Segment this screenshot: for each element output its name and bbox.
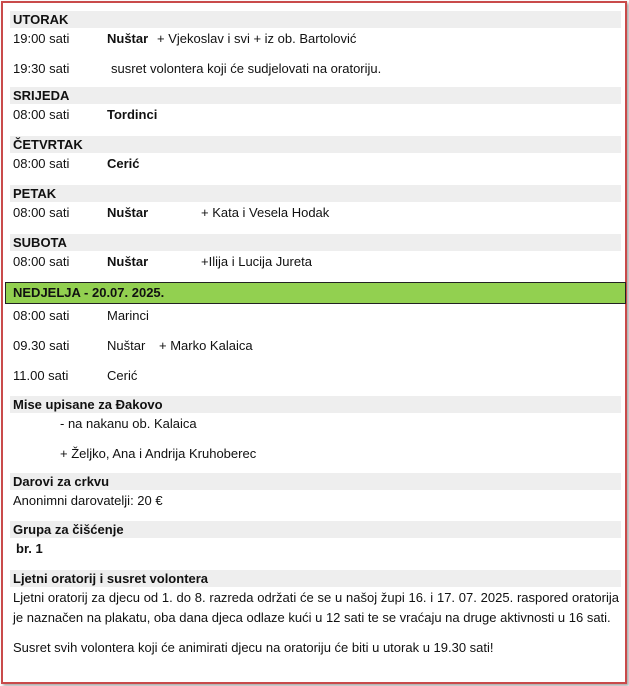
mass-place: Nuštar [107,31,149,46]
mass-time: 08:00 sati [13,205,70,220]
mass-time: 08:00 sati [13,308,70,323]
mass-intention-line: + Željko, Ana i Andrija Kruhoberec [60,446,257,461]
cleaning-group-number: br. 1 [16,541,43,556]
mass-place: Nuštar [107,254,149,269]
mass-intention: + Kata i Vesela Hodak [201,205,330,220]
event-description: susret volontera koji će sudjelovati na oratoriju. [111,61,382,76]
schedule-row [10,28,621,50]
mass-place: Cerić [107,368,138,383]
day-header-utorak: UTORAK [10,11,621,28]
schedule-row [10,365,621,387]
schedule-row [10,251,621,273]
mass-time: 08:00 sati [13,107,70,122]
day-header-nedjelja: NEDJELJA - 20.07. 2025. [5,282,626,304]
schedule-row [10,335,621,357]
event-time: 19:30 sati [13,61,70,76]
schedule-row [10,202,621,224]
schedule-row [10,305,621,327]
mass-time: 08:00 sati [13,254,70,269]
schedule-row [10,153,621,175]
section-header-oratorij: Ljetni oratorij i susret volontera [10,570,621,587]
mass-intention: + Marko Kalaica [159,338,253,353]
mass-time: 19:00 sati [13,31,70,46]
mass-intention: + Vjekoslav i svi + iz ob. Bartolović [157,31,357,46]
mass-place: Nuštar [107,205,149,220]
day-header-srijeda: SRIJEDA [10,87,621,104]
day-header-cetvrtak: ČETVRTAK [10,136,621,153]
day-header-subota: SUBOTA [10,234,621,251]
day-header-petak: PETAK [10,185,621,202]
donations-text: Anonimni darovatelji: 20 € [13,493,163,508]
schedule-row [10,104,621,126]
volunteer-meeting-paragraph: Susret svih volontera koji će animirati djecu na oratoriju će biti u utorak u 19.30 sati! [13,640,494,655]
mass-place: Nuštar [107,338,146,353]
schedule-row [10,58,621,80]
section-header-mise: Mise upisane za Đakovo [10,396,621,413]
mass-time: 09.30 sati [13,338,70,353]
section-header-grupa: Grupa za čišćenje [10,521,621,538]
mass-time: 08:00 sati [13,156,70,171]
bulletin-page [10,10,621,658]
bulletin-frame [1,1,627,684]
mass-intention: +Ilija i Lucija Jureta [201,254,312,269]
mass-place: Cerić [107,156,140,171]
oratorij-paragraph: Ljetni oratorij za djecu od 1. do 8. razreda održati će se u našoj župi 16. i 17. 07. 2025. raspored oratorija je naznačen na plakatu, oba dana djeca odlaze kući u 12 sati te se vraćaju na druge aktivnosti u 16 sati. [13,590,619,625]
mass-intention-line: - na nakanu ob. Kalaica [60,416,197,431]
mass-place: Tordinci [107,107,158,122]
section-header-darovi: Darovi za crkvu [10,473,621,490]
mass-time: 11.00 sati [13,368,69,383]
mass-place: Marinci [107,308,149,323]
